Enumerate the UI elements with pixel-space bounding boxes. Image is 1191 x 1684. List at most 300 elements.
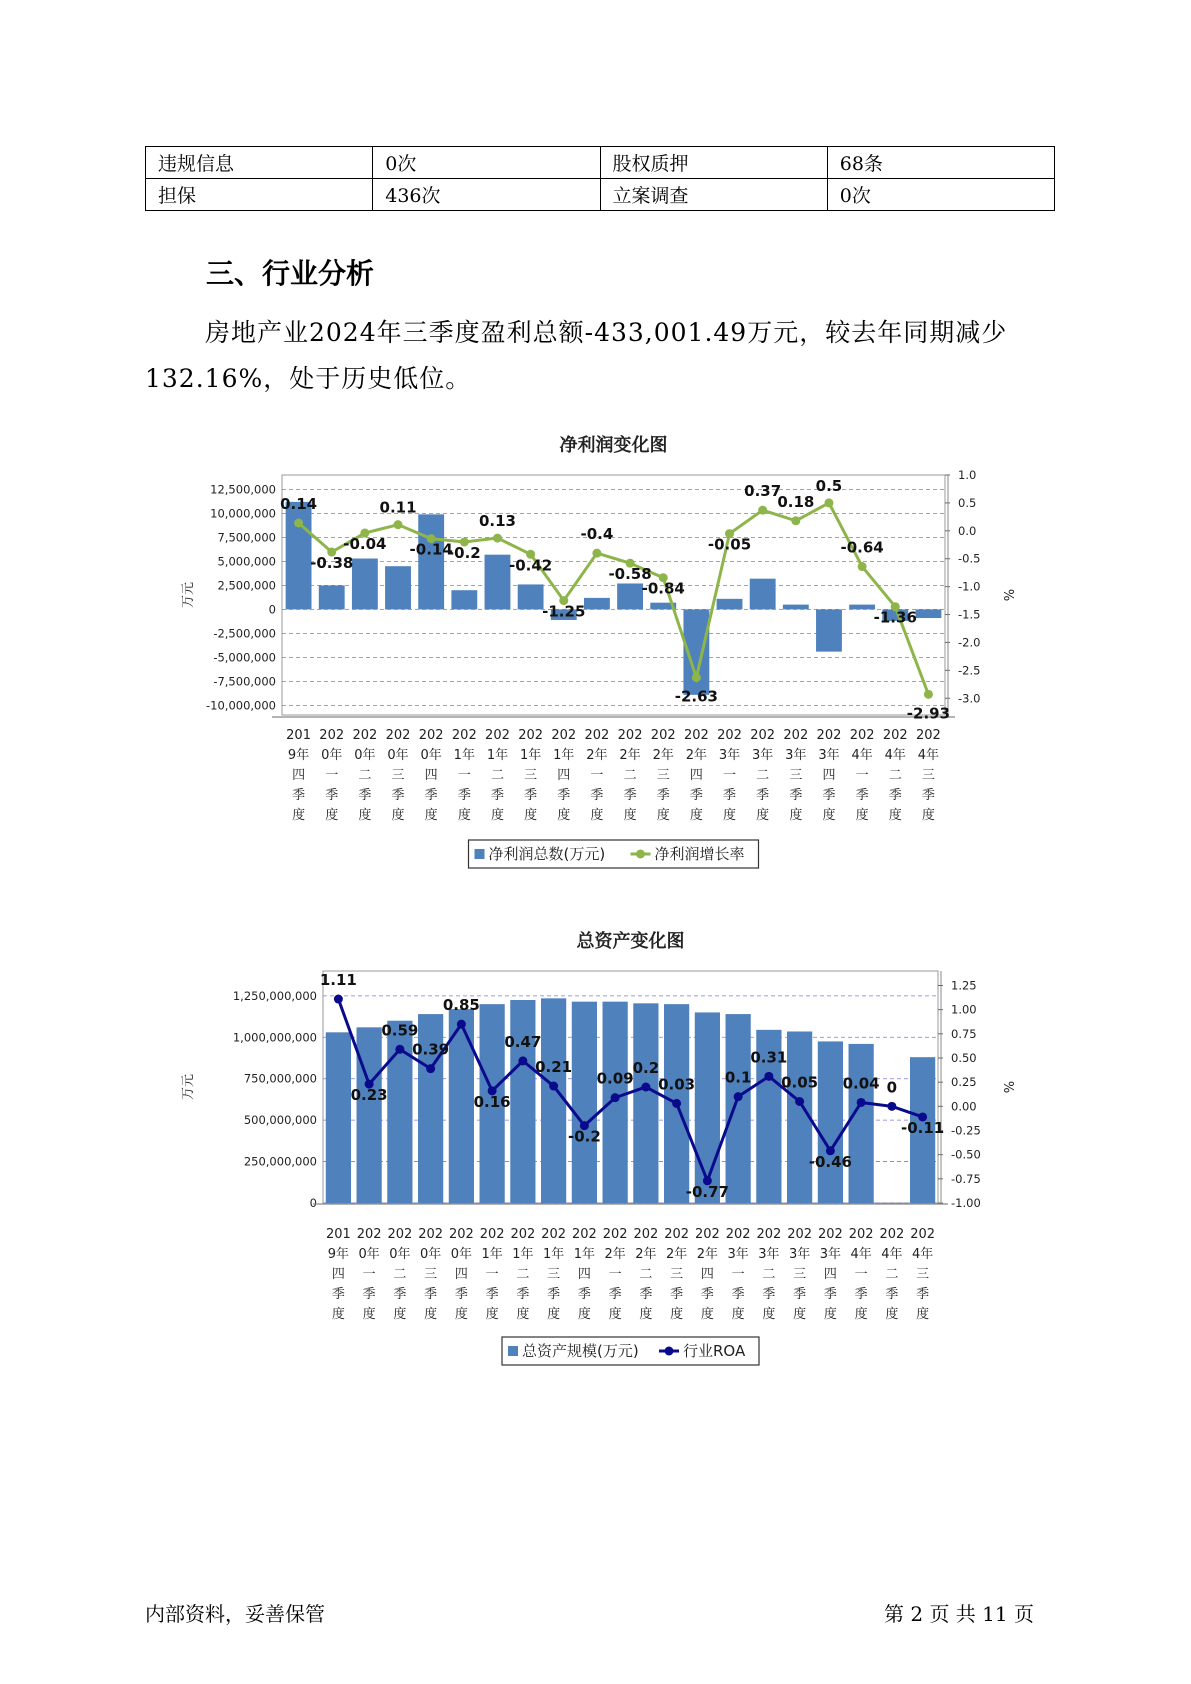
y2-tick-label: 0.25 [951, 1075, 977, 1090]
table-cell: 0次 [827, 179, 1054, 211]
chart-title: 总资产变化图 [576, 931, 685, 952]
x-tick-label: 度 [723, 808, 737, 823]
data-label: -0.77 [685, 1182, 729, 1201]
bar [357, 1027, 382, 1203]
x-tick-label: 四 [822, 768, 836, 783]
x-tick-label: 四 [823, 1267, 837, 1282]
y-tick-label: 5,000,000 [217, 554, 276, 569]
x-tick-label: 四 [700, 1267, 714, 1282]
table-cell: 0次 [373, 147, 600, 179]
x-tick-label: 三 [547, 1267, 561, 1282]
x-tick-label: 季 [590, 788, 604, 803]
x-tick-label: 202 [387, 1227, 413, 1242]
x-tick-label: 0年 [419, 1247, 442, 1262]
x-tick-label: 0年 [389, 1247, 411, 1262]
x-tick-label: 季 [557, 788, 571, 803]
data-label: 0.16 [473, 1092, 511, 1111]
line-point [764, 1072, 773, 1081]
bar [584, 598, 610, 610]
data-label: -0.46 [808, 1152, 852, 1171]
bar [726, 1014, 751, 1203]
legend-swatch-point [665, 1347, 674, 1356]
line-point [795, 1097, 804, 1106]
x-tick-label: 三 [656, 768, 670, 783]
x-tick-label: 2年 [665, 1247, 688, 1262]
x-tick-label: 202 [650, 728, 676, 743]
chart-title: 净利润变化图 [559, 435, 668, 456]
data-label: -2.93 [906, 704, 951, 723]
x-tick-label: 季 [822, 788, 836, 803]
data-label: 0.11 [379, 498, 417, 517]
x-tick-label: 202 [571, 1227, 597, 1242]
line-point [857, 1098, 866, 1107]
data-label: -0.58 [608, 565, 652, 584]
line-point [924, 690, 933, 699]
y2-axis-label: % [1000, 588, 1015, 602]
table-row [146, 147, 1055, 179]
bar [717, 599, 743, 610]
y-tick-label: 1,000,000,000 [232, 1030, 317, 1045]
data-label: 0.31 [750, 1048, 788, 1067]
bar [352, 559, 378, 610]
bar [816, 609, 842, 651]
data-label: -0.42 [509, 556, 553, 575]
x-tick-label: 季 [793, 1287, 807, 1302]
bar [451, 590, 477, 609]
x-tick-label: 季 [789, 788, 803, 803]
table-cell: 68条 [827, 147, 1054, 179]
bar [418, 514, 444, 609]
data-label: -0.14 [409, 540, 453, 559]
data-label: -0.11 [901, 1118, 945, 1137]
x-tick-label: 3年 [788, 1247, 811, 1262]
x-tick-label: 202 [664, 1227, 690, 1242]
y-axis-label: 万元 [181, 581, 196, 609]
x-tick-label: 2年 [586, 748, 608, 763]
bar [633, 1003, 658, 1203]
data-label: 0.59 [381, 1021, 419, 1040]
data-label: -1.36 [873, 608, 917, 627]
x-tick-label: 202 [510, 1227, 536, 1242]
x-tick-label: 0年 [387, 748, 409, 763]
x-tick-label: 度 [391, 808, 405, 823]
bar [783, 605, 809, 610]
x-tick-label: 202 [541, 1227, 567, 1242]
x-tick-label: 202 [518, 728, 544, 743]
x-tick-label: 3年 [818, 748, 840, 763]
x-tick-label: 度 [670, 1307, 684, 1322]
line-point [887, 1102, 896, 1111]
x-tick-label: 四 [424, 768, 438, 783]
x-tick-label: 201 [286, 728, 311, 743]
line-point [791, 516, 800, 525]
line-point [549, 1082, 558, 1091]
y2-tick-label: 1.25 [951, 978, 977, 993]
x-tick-label: 季 [921, 788, 935, 803]
y-axis-label: 万元 [181, 1073, 196, 1101]
x-tick-label: 1年 [553, 748, 575, 763]
y-tick-label: 250,000,000 [243, 1154, 317, 1169]
x-tick-label: 202 [694, 1227, 720, 1242]
data-label: 0.18 [777, 492, 815, 511]
table-cell: 436次 [373, 179, 600, 211]
x-tick-label: 0年 [450, 1247, 473, 1262]
y-tick-label: 7,500,000 [217, 530, 276, 545]
y-tick-label: -5,000,000 [213, 650, 276, 665]
x-tick-label: 季 [608, 1287, 622, 1302]
x-tick-label: 202 [725, 1227, 751, 1242]
x-tick-label: 度 [656, 808, 670, 823]
y-tick-label: 750,000,000 [243, 1071, 317, 1086]
x-tick-label: 三 [916, 1267, 930, 1282]
x-tick-label: 度 [485, 1307, 499, 1322]
x-tick-label: 202 [783, 728, 809, 743]
x-tick-label: 202 [479, 1227, 505, 1242]
x-tick-label: 二 [490, 768, 504, 783]
x-tick-label: 季 [393, 1287, 407, 1302]
legend-swatch-bar [508, 1346, 518, 1356]
x-tick-label: 1年 [486, 748, 509, 763]
x-tick-label: 202 [683, 728, 709, 743]
x-tick-label: 季 [689, 788, 703, 803]
x-tick-label: 2年 [652, 748, 674, 763]
x-tick-label: 9年 [327, 1247, 350, 1262]
y-tick-label: 12,500,000 [210, 482, 276, 497]
x-tick-label: 一 [590, 768, 604, 783]
x-tick-label: 1年 [512, 1247, 534, 1262]
line-point [758, 506, 767, 515]
x-tick-label: 202 [787, 1227, 813, 1242]
line-point [394, 520, 403, 529]
bar [818, 1041, 843, 1203]
bar [849, 1044, 874, 1203]
x-tick-label: 季 [454, 1287, 468, 1302]
x-tick-label: 0年 [354, 748, 376, 763]
x-tick-label: 季 [292, 788, 306, 803]
data-label: 0.13 [478, 512, 516, 531]
x-tick-label: 2年 [696, 1247, 719, 1262]
x-tick-label: 一 [731, 1267, 745, 1282]
x-tick-label: 四 [577, 1267, 591, 1282]
data-label: 0.2 [632, 1059, 660, 1077]
legend-swatch-bar [475, 849, 485, 859]
table-row [146, 179, 1055, 211]
x-tick-label: 季 [325, 788, 339, 803]
x-tick-label: 度 [424, 808, 438, 823]
data-label: 0.23 [350, 1086, 388, 1105]
x-tick-label: 度 [454, 1307, 468, 1322]
x-tick-label: 季 [916, 1287, 930, 1302]
x-tick-label: 2年 [619, 748, 641, 763]
y-tick-label: 2,500,000 [217, 578, 276, 593]
x-tick-label: 度 [331, 1307, 345, 1322]
x-tick-label: 0年 [358, 1247, 380, 1262]
x-tick-label: 2年 [635, 1247, 657, 1262]
y2-tick-label: -0.50 [951, 1147, 981, 1162]
x-tick-label: 202 [418, 1227, 444, 1242]
x-tick-label: 四 [689, 768, 703, 783]
x-tick-label: 4年 [911, 1247, 934, 1262]
x-tick-label: 度 [689, 808, 703, 823]
x-tick-label: 202 [385, 728, 411, 743]
x-tick-label: 季 [855, 788, 869, 803]
x-tick-label: 9年 [287, 748, 310, 763]
x-tick-label: 四 [292, 768, 306, 783]
table-cell: 违规信息 [146, 147, 373, 179]
x-tick-label: 度 [700, 1307, 714, 1322]
x-tick-label: 四 [454, 1267, 468, 1282]
x-tick-label: 202 [418, 728, 444, 743]
x-tick-label: 202 [879, 1227, 905, 1242]
x-tick-label: 202 [817, 1227, 843, 1242]
x-tick-label: 1年 [453, 748, 475, 763]
x-tick-label: 度 [793, 1307, 807, 1322]
x-tick-label: 一 [723, 768, 737, 783]
data-label: -0.84 [641, 579, 685, 598]
x-tick-label: 0年 [420, 748, 442, 763]
legend-label: 行业ROA [683, 1342, 746, 1360]
data-label: 0.37 [744, 482, 782, 501]
line-point [824, 498, 833, 507]
x-tick-label: 4年 [851, 748, 873, 763]
bar [518, 584, 544, 609]
x-tick-label: 季 [700, 1287, 714, 1302]
x-tick-label: 202 [848, 1227, 874, 1242]
x-tick-label: 1年 [573, 1247, 596, 1262]
x-tick-label: 202 [602, 1227, 628, 1242]
y-tick-label: -10,000,000 [206, 698, 276, 713]
footer-note: 内部资料，妥善保管 [145, 1602, 325, 1626]
data-label: -0.04 [343, 535, 387, 554]
x-tick-label: 一 [325, 768, 339, 783]
x-tick-label: 2年 [685, 748, 708, 763]
y2-tick-label: 0.50 [951, 1051, 977, 1065]
y-tick-label: 10,000,000 [210, 506, 276, 521]
data-label: 0.04 [842, 1074, 880, 1093]
x-tick-label: 3年 [727, 1247, 749, 1262]
data-label: 0.5 [815, 476, 843, 495]
legend-label: 总资产规模(万元) [522, 1342, 639, 1360]
bar [510, 1000, 535, 1203]
x-tick-label: 度 [557, 808, 571, 823]
line-point [692, 673, 701, 682]
x-tick-label: 季 [731, 1287, 745, 1302]
legend-label: 净利润增长率 [654, 845, 745, 863]
x-tick-label: 季 [424, 788, 438, 803]
x-tick-label: 202 [584, 728, 610, 743]
x-tick-label: 度 [854, 1307, 868, 1322]
line-point [641, 1083, 650, 1092]
data-label: 0.47 [504, 1032, 542, 1051]
x-tick-label: 二 [756, 768, 770, 783]
x-tick-label: 二 [358, 768, 372, 783]
x-tick-label: 度 [590, 808, 604, 823]
net-profit-chart [0, 420, 1191, 880]
y-tick-label: 1,250,000,000 [232, 988, 317, 1003]
x-tick-label: 季 [424, 1287, 438, 1302]
x-tick-label: 二 [639, 1267, 653, 1282]
x-tick-label: 度 [888, 808, 902, 823]
bar [286, 502, 312, 610]
bar [849, 605, 875, 610]
x-tick-label: 二 [762, 1267, 776, 1282]
x-tick-label: 4年 [881, 1247, 903, 1262]
line-point [858, 562, 867, 571]
x-tick-label: 度 [822, 808, 836, 823]
bar [572, 1002, 597, 1203]
y2-tick-label: 1.00 [951, 1002, 977, 1017]
line-point [672, 1099, 681, 1108]
y2-tick-label: -1.5 [958, 607, 981, 622]
y-tick-label: 0 [268, 602, 276, 617]
bar [695, 1012, 720, 1203]
x-tick-label: 季 [490, 788, 504, 803]
x-tick-label: 度 [916, 1307, 930, 1322]
x-tick-label: 202 [750, 728, 776, 743]
x-tick-label: 二 [516, 1267, 530, 1282]
x-tick-label: 度 [490, 808, 504, 823]
x-tick-label: 季 [656, 788, 670, 803]
x-tick-label: 三 [789, 768, 803, 783]
x-tick-label: 二 [393, 1267, 407, 1282]
x-tick-label: 季 [358, 788, 372, 803]
y-tick-label: 500,000,000 [243, 1113, 317, 1128]
data-label: -0.4 [580, 525, 614, 544]
x-tick-label: 度 [885, 1307, 899, 1322]
x-tick-label: 季 [547, 1287, 561, 1302]
bar [603, 1002, 628, 1203]
total-assets-chart [0, 920, 1191, 1380]
x-tick-label: 度 [756, 808, 770, 823]
table-cell: 股权质押 [600, 147, 827, 179]
x-tick-label: 2年 [604, 1247, 626, 1262]
x-tick-label: 季 [391, 788, 405, 803]
bar [541, 998, 566, 1203]
bar [319, 585, 345, 609]
x-tick-label: 3年 [785, 748, 807, 763]
y2-tick-label: -1.0 [958, 579, 981, 594]
net-profit-chart-svg [0, 420, 1191, 880]
y2-tick-label: -0.25 [951, 1123, 981, 1138]
y2-tick-label: 0.00 [951, 1099, 977, 1114]
data-label: -0.38 [310, 554, 354, 573]
section-paragraph: 房地产业2024年三季度盈利总额-433,001.49万元，较去年同期减少132.16%，处于历史低位。 [145, 318, 1008, 393]
x-tick-label: 季 [577, 1287, 591, 1302]
x-tick-label: 202 [816, 728, 842, 743]
x-tick-label: 3年 [718, 748, 741, 763]
y2-tick-label: -0.5 [958, 551, 981, 566]
x-tick-label: 度 [424, 1307, 438, 1322]
data-label: -0.2 [567, 1127, 601, 1146]
x-tick-label: 季 [524, 788, 538, 803]
x-tick-label: 三 [921, 768, 935, 783]
x-tick-label: 一 [457, 768, 471, 783]
y-tick-label: -7,500,000 [213, 674, 276, 689]
x-tick-label: 一 [362, 1267, 376, 1282]
y2-tick-label: 0.5 [958, 495, 977, 510]
bar [915, 609, 941, 618]
x-tick-label: 202 [451, 728, 477, 743]
x-tick-label: 季 [485, 1287, 499, 1302]
x-tick-label: 202 [551, 728, 577, 743]
x-tick-label: 度 [731, 1307, 745, 1322]
line-point [457, 1020, 466, 1029]
x-tick-label: 202 [356, 1227, 382, 1242]
table-cell: 立案调查 [600, 179, 827, 211]
table-cell: 担保 [146, 179, 373, 211]
x-tick-label: 度 [457, 808, 471, 823]
x-tick-label: 度 [789, 808, 803, 823]
x-tick-label: 季 [670, 1287, 684, 1302]
x-tick-label: 202 [319, 728, 345, 743]
data-label: 0.21 [535, 1058, 573, 1077]
y-tick-label: -2,500,000 [213, 626, 276, 641]
x-tick-label: 一 [608, 1267, 622, 1282]
data-label: 0.39 [412, 1040, 450, 1059]
x-tick-label: 度 [608, 1307, 622, 1322]
x-tick-label: 度 [362, 1307, 376, 1322]
y2-tick-label: -0.75 [951, 1171, 981, 1186]
x-tick-label: 度 [577, 1307, 591, 1322]
x-tick-label: 季 [362, 1287, 376, 1302]
x-tick-label: 度 [358, 808, 372, 823]
y2-tick-label: 1.0 [958, 468, 977, 482]
x-tick-label: 季 [823, 1287, 837, 1302]
x-tick-label: 4年 [884, 748, 906, 763]
section-title: 三、行业分析 [206, 257, 375, 290]
bar [617, 583, 643, 609]
bar [485, 555, 511, 610]
x-tick-label: 202 [756, 1227, 782, 1242]
x-tick-label: 一 [854, 1267, 868, 1282]
y2-tick-label: 0.75 [951, 1026, 977, 1041]
bar [385, 566, 411, 609]
y2-tick-label: 0.0 [958, 523, 977, 538]
x-tick-label: 季 [756, 788, 770, 803]
x-tick-label: 1年 [519, 748, 542, 763]
data-label: -0.64 [840, 538, 884, 557]
y-tick-label: 0 [309, 1196, 317, 1210]
data-label: 0.14 [280, 495, 318, 513]
y2-tick-label: -3.0 [958, 691, 981, 706]
x-tick-label: 202 [910, 1227, 936, 1242]
line-point [294, 519, 303, 528]
data-label: 0 [886, 1078, 898, 1097]
x-tick-label: 202 [916, 728, 941, 743]
x-tick-label: 3年 [752, 748, 774, 763]
x-tick-label: 季 [762, 1287, 776, 1302]
x-tick-label: 三 [670, 1267, 684, 1282]
x-tick-label: 3年 [758, 1247, 780, 1262]
x-tick-label: 202 [849, 728, 875, 743]
x-tick-label: 度 [516, 1307, 530, 1322]
x-tick-label: 二 [888, 768, 902, 783]
legend-label: 净利润总数(万元) [488, 845, 606, 863]
x-tick-label: 202 [448, 1227, 474, 1242]
x-tick-label: 季 [888, 788, 902, 803]
x-tick-label: 季 [723, 788, 737, 803]
x-tick-label: 202 [633, 1227, 659, 1242]
total-assets-chart-svg [0, 920, 1191, 1380]
page-number: 第 2 页 共 11 页 [884, 1602, 1034, 1626]
x-tick-label: 4年 [917, 748, 940, 763]
bar [750, 579, 776, 610]
line-point [592, 549, 601, 558]
x-tick-label: 季 [885, 1287, 899, 1302]
y2-tick-label: -1.00 [951, 1196, 981, 1210]
data-label: -1.25 [542, 602, 586, 621]
x-tick-label: 季 [457, 788, 471, 803]
